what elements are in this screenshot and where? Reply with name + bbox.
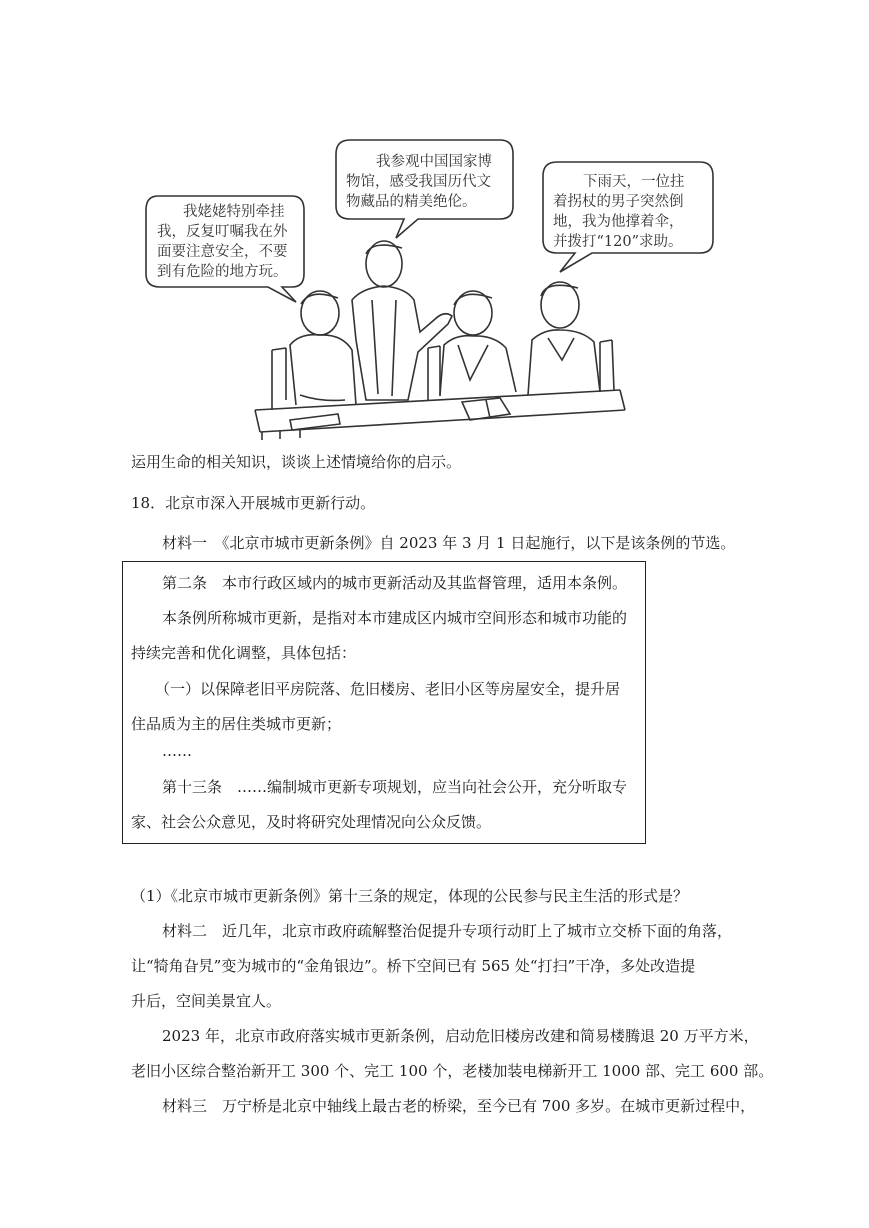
bubble-middle-line: 物藏品的精美绝伦。	[346, 194, 477, 210]
question-18-sub-1: （1）《北京市城市更新条例》第十三条的规定，体现的公民参与民主生活的形式是？	[131, 887, 689, 905]
material-2-line: 升后，空间美景宜人。	[131, 992, 282, 1010]
speech-bubble-right-text	[553, 172, 685, 250]
paragraph-2023-line: 2023 年，北京市政府落实城市更新条例，启动危旧楼房改建和简易楼腾退 20 万平方米，	[162, 1027, 759, 1045]
box-line: 家、社会公众意见，及时将研究处理情况向公众反馈。	[131, 813, 492, 831]
bubble-right-line: 地，我为他撑着伞，	[553, 214, 684, 230]
box-line: 住品质为主的居住类城市更新；	[131, 715, 342, 733]
question-18-title: 18．北京市深入开展城市更新行动。	[131, 494, 376, 512]
bubble-left-line: 我，反复叮嘱我在外	[157, 224, 288, 240]
speech-bubble-left-text	[157, 203, 288, 280]
bubble-middle-line: 物馆，感受我国历代文	[346, 174, 491, 190]
box-line: 本条例所称城市更新，是指对本市建成区内城市空间形态和城市功能的	[162, 609, 628, 627]
material-3-line: 材料三 万宁桥是北京中轴线上最古老的桥梁，至今已有 700 多岁。在城市更新过程中，	[162, 1097, 756, 1115]
box-line: ……	[162, 742, 192, 760]
bubble-left-line: 面要注意安全，不要	[157, 244, 288, 260]
bubble-right-line: 并拨打“120”求助。	[553, 234, 683, 250]
box-line: 持续完善和优化调整，具体包括：	[131, 644, 357, 662]
question-17-prompt: 运用生命的相关知识，谈谈上述情境给你的启示。	[131, 453, 462, 471]
material-2-line: 材料二 近几年，北京市政府疏解整治促提升专项行动盯上了城市立交桥下面的角落，	[162, 922, 733, 940]
speech-bubble-middle-text	[346, 152, 492, 210]
bubble-right-line: 着拐杖的男子突然倒	[553, 194, 684, 210]
paragraph-2023-line: 老旧小区综合整治新开工 300 个、完工 100 个，老楼加装电梯新开工 1000 部、完工 600 部。	[131, 1062, 774, 1080]
bubble-left-line: 到有危险的地方玩。	[157, 264, 288, 280]
material-2-line: 让“犄角旮旯”变为城市的“金角银边”。桥下空间已有 565 处“打扫”干净，多处改造提	[131, 957, 696, 975]
box-line: 第十三条 ……编制城市更新专项规划，应当向社会公开，充分听取专	[162, 778, 628, 796]
box-line: 第二条 本市行政区域内的城市更新活动及其监督管理，适用本条例。	[162, 574, 628, 592]
bubble-left-line: 我姥姥特别牵挂	[183, 204, 285, 220]
bubble-right-line: 下雨天，一位拄	[583, 174, 685, 190]
material-1-intro: 材料一 《北京市城市更新条例》自 2023 年 3 月 1 日起施行，以下是该条例的节选。	[162, 534, 736, 552]
regulation-excerpt-box	[122, 561, 646, 844]
table	[255, 390, 625, 432]
illustration-students-discussion	[0, 0, 869, 445]
bubble-middle-line: 我参观中国国家博	[376, 154, 492, 170]
box-line: （一）以保障老旧平房院落、危旧楼房、老旧小区等房屋安全，提升居	[155, 680, 621, 698]
